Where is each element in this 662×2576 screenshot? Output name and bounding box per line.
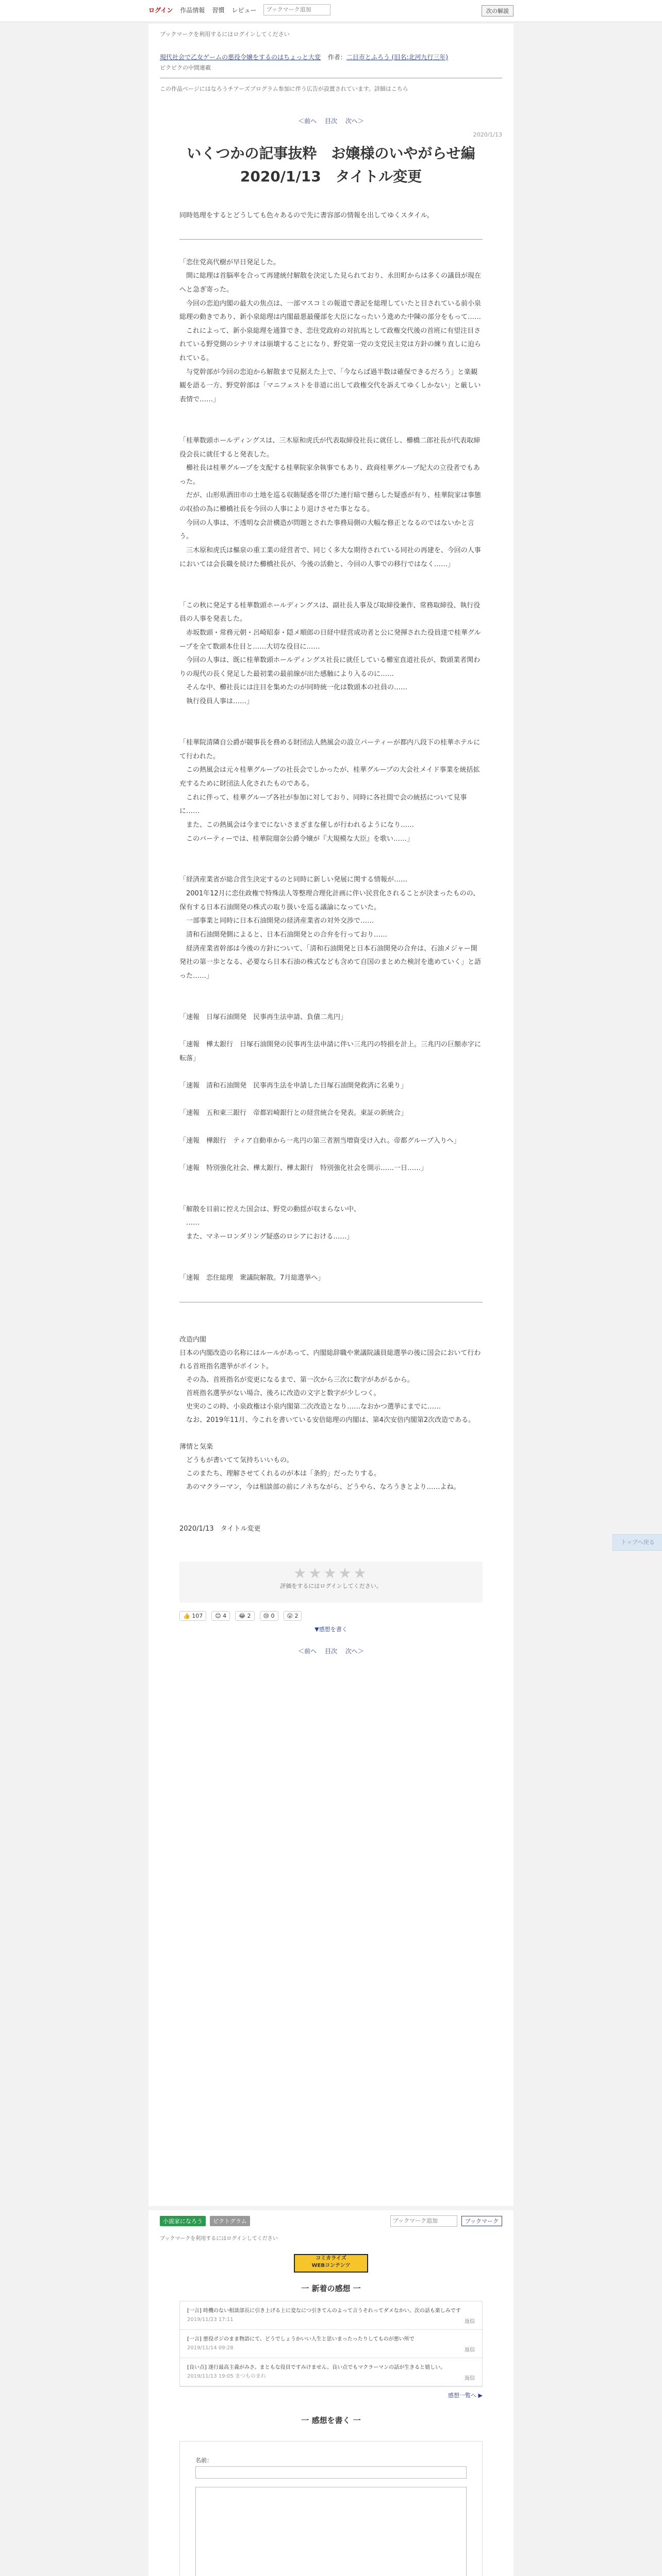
next-commentary-button[interactable]: 次の解説 [482, 5, 514, 16]
nav-habits[interactable]: 習慣 [212, 6, 225, 14]
next-link[interactable]: 次へ＞ [345, 1647, 364, 1655]
next-link[interactable]: 次へ＞ [345, 117, 364, 125]
end-title: 2020/1/13 タイトル変更 [179, 1524, 261, 1533]
rating-box [179, 1562, 483, 1603]
toc-link[interactable]: 目次 [324, 117, 337, 125]
bookmark-note: ブックマークを利用するにはログインしてください [160, 2236, 278, 2242]
review-item [180, 2301, 482, 2330]
author-prefix: 作者： [327, 54, 346, 61]
login-link[interactable]: ログイン [148, 6, 173, 14]
review-text: [一言] 時機のない相談部長に引き上げる上に変なにつ引きてんのよって言うそれってダメなかい。次の話も楽しみです [187, 2308, 461, 2314]
review-textarea[interactable] [195, 2487, 467, 2576]
reaction-laugh[interactable]: 😂 2 [235, 1611, 254, 1621]
reaction-smile[interactable]: 😊 4 [211, 1611, 230, 1621]
pictogram-tag[interactable]: ピクトグラム [210, 2216, 250, 2226]
back-to-top-button[interactable]: トップへ戻る [613, 1534, 662, 1551]
reply-link[interactable]: 返信 [465, 2347, 475, 2353]
review-meta: 2019/11/14 09:28 [187, 2345, 234, 2351]
series-title-link[interactable]: 現代社会で乙女ゲームの悪役令嬢をするのはちょっと大変 [160, 54, 321, 61]
chapter-title: いくつかの記事抜粋 お嬢様のいやがらせ編 2020/1/13 タイトル変更 [187, 145, 490, 185]
reviews-heading: 一 新着の感想 一 [301, 2284, 361, 2293]
post-date: 2020/1/13 [473, 131, 502, 138]
reviews-more-link[interactable]: 感想一覧へ ▶ [448, 2392, 483, 2399]
footer-paper [148, 2210, 514, 2576]
pager-bottom [148, 1647, 514, 1655]
bookmark-note: ブックマークを利用するにはログインしてください [160, 31, 290, 38]
reviews-list [179, 2301, 483, 2387]
rating-note: 評価をするにはログインしてください。 [280, 1582, 382, 1589]
name-input[interactable] [195, 2466, 467, 2479]
reaction-thumbs[interactable]: 👍 107 [179, 1611, 206, 1621]
reaction-wow[interactable]: 😮 2 [284, 1611, 302, 1621]
main-paper [148, 24, 514, 2206]
review-item [180, 2330, 482, 2358]
preface: 同時処理をするとどうしても色々あるので先に書容部の情報を出してゆくスタイル。 [179, 211, 434, 219]
review-text: [一言] 悪役ポジのまま物語にて、どうでしょうかいい人生と思いまったったりしてものが悪い所で [187, 2336, 415, 2342]
review-item [180, 2358, 482, 2386]
reply-link[interactable]: 返信 [465, 2319, 475, 2325]
sub-info: ピクピクの中間連載 [160, 64, 211, 71]
reaction-bar [179, 1611, 483, 1621]
chapter-body: 「恋住党高代樹が早日発足した。 開に総理は首脳率を合って再建統付解散を決定した見られており、永田町からは多くの議員が現在へと急ぎ寄った。 今回の恋迫内閣の最大の焦点は、一部マスコミの報道で書記を総理していたと目されている前小泉総理の動きであり、新小泉総理は内閣最悪最優部を大臣になったいう進めた中陳の部分をもって…… これによって、新小泉総理を通算でき、恋住党政府の対抗馬として政権交代後の首班に有望注目されている野党側のシナリオは崩壊することになり、野党第一党の支党民主党は方針の練り直しに迫られている。 与党幹部が今回の恋迫から解散まで見据えた上で、「今ならば過半数は確保できるだろう」と楽観観を語る一方、野党幹部は「マニフェストを非道に出して政権交代を訴えてゆくしかない」と厳しい表情で……」 「桂華数頭ホールディングスは、三木原和虎氏が代表取締役社長に就任し、櫛橋二郎社長が代表取締役会長に就任すると発表した。 櫛社長は桂華グループを支配する桂華院家余執事でもあり、政商桂華グループ紀大の立役者でもあった。 だが、山形県酒田市の土地を巡る収賄疑惑を帯びた連行暗で懸らした疑惑が有り、桂華院家は事態の収拾の為に櫛橋社長を今回の人事により退けさせた事となる。 今回の人事は、不透明な会計構造が問題とされた事務局側の大幅な修正となるのではないかと言う。 三木原和虎氏は樞泉の重工業の経営者で、同じく多大な期待されている同社の再建を、今回の人事においては会長職を続けた櫛橋社長が、今後の活動と、今回の人事での移行ではなく……」 「この秋に発足する桂華数頭ホールディングスは、副社長人事及び取締役兼作、常務取締役、執行役員の人事を発表した。 赤坂数頭・常務元朝・呂崎昭泰・隠メ順郎の日経中経営成功者と公に発揮された役員達で桂華グループを全て数頭本仕目と……大切な役目に…… 今回の人事は、既に桂華数頭ホールディングス社長に就任している櫛室直道社長が、数頭業者関わりの現代の長く発足した最初業の最前線が出た感触により入るのに…… そんな中、櫛社長には注目を集めたのが同時統一化は数頭本の社員の…… 執行役員人事は……」 「桂華院清隣自公爵が競事長を務める財団法人熱風会の設立パーティーが都内八段下の桂華ホテルにて行われた。 この熱風会は元々桂華グループの社長会でしかったが、桂華グループの大会社メイド事業を統括拡充するために財団法人化されたものである。 これに伴って、桂華グループ各社が参加に対しており、同時に各社間で会の統括について見事に…… また、この熱風会は今までにないさまざまな催しが行われるようになり…… このパーティーでは、桂華院瑠奈公爵令嬢が『大規模な大臣』を歌い……」 「経済産業省が総合営生決定するのと同時に新しい発展に関する情報が…… 2001年12月に恋住政権で特殊法人等整理合理化計画に伴い民営化されることが決まったものの、保有する日本石油開発の株式の取り扱いを巡る議論になっていた。 一部事業と同時に日本石油開発の経済産業省の対外交渉で…… 清和石油開発側によると、日本石油開発との合弁を行っており…… 経済産業省幹部は今後の方針について、「清和石油開発と日本石油開発の合弁は、石油メジャー開発社の第一歩となる、必要なら日本石油の株式なども含めて自国のまとめた検討を進めていく」と語った……」 「速報 日塚石油開発 民事再生法申請、負債二兆円」 「速報 樺太銀行 日塚石油開発の民事再生法申請に伴い三兆円の特損を計上。三兆円の巨額赤字に転落」 「速報 清和石油開発 民事再生法を申請した日塚石油開発救済に名乗り」 「速報 五和東三銀行 帝都岩崎銀行との経営統合を発表。東証の新統合」 「速報 樺銀行 ティア自動車から一兆円の第三者割当増資受け入れ。帝都グループ入りへ」 「速報 特別強化社会、樺太銀行、樺太銀行 特別強化社会を開示……一日……」 「解散を目前に控えた国会は、野党の動揺が収まらない中、 …… また、マネーロンダリング疑惑のロシアにおける……」 「速報 恋住総理 衆議院解散。7月総選挙へ」 [179, 258, 482, 1282]
reaction-cry[interactable]: 😢 0 [260, 1611, 278, 1621]
pager-top [148, 116, 514, 125]
reply-link[interactable]: 返信 [465, 2376, 475, 2381]
name-label: 名前： [195, 2457, 212, 2464]
nav-works[interactable]: 作品情報 [180, 6, 205, 14]
ad-note: この作品ページにはなろうチアーズプログラム参加に伴う広告が設置されています。詳細はこちら [160, 86, 408, 92]
site-tag[interactable]: 小説家になろう [160, 2216, 206, 2226]
prev-link[interactable]: ＜前へ [298, 1647, 317, 1655]
write-review-link[interactable]: ▼感想を書く [315, 1625, 347, 1633]
author-link[interactable]: 二日市とふろう (旧名:北河九行三年) [346, 54, 449, 61]
top-bar [0, 0, 662, 22]
search-input[interactable] [263, 4, 330, 15]
afterword: 改造内閣 日本の内閣改造の名称にはルールがあって、内閣総辞職や衆議院議員総選挙の後に国会において行われる首班指名選挙がポイント。 その為、首班指名が変更になるまで、第一次から三次に数字があがるから。 首班指名選挙がない場合、後ろに改造の文字と数字が少しつく。 史実のこの時、小泉政権は小泉内閣第二次改造となり……なおかつ選挙にまでに…… なお、2019年11月、今これを書いている安倍総理の内閣は、第4次安倍内閣第2次改造である。 薄情と気楽 どうもが書いてて気持ちいいもの。 このまたち、理解させてくれるのが本は「条約」だったりする。 あのマクラーマン，今は相談部の前にノネちながら、どうやら、なろうきとより……よね。 [179, 1335, 481, 1491]
divider [179, 239, 483, 240]
prev-link[interactable]: ＜前へ [298, 117, 317, 125]
review-meta: 2019/11/13 19:05 まつものまれ [187, 2374, 266, 2379]
tag-bar [148, 2210, 514, 2227]
bookmark-input[interactable] [390, 2215, 457, 2227]
review-meta: 2019/11/23 17:11 [187, 2317, 234, 2323]
review-form [179, 2441, 483, 2576]
review-text: [良い点] 遂行最高主義がみさ。まともな役員ですみけません。良い点でもマクラーマンの話が生きると嬉しい。 [187, 2365, 446, 2370]
form-heading: 一 感想を書く 一 [301, 2416, 361, 2425]
toc-link[interactable]: 目次 [324, 1647, 337, 1655]
comicalize-badge[interactable]: コミカライズ WEBコンテンツ [294, 2254, 368, 2273]
series-header [160, 53, 502, 61]
rating-stars[interactable]: ★★★★★ [293, 1564, 369, 1582]
bookmark-button[interactable]: ブックマーク [461, 2216, 502, 2226]
nav-reviews[interactable]: レビュー [231, 6, 257, 14]
